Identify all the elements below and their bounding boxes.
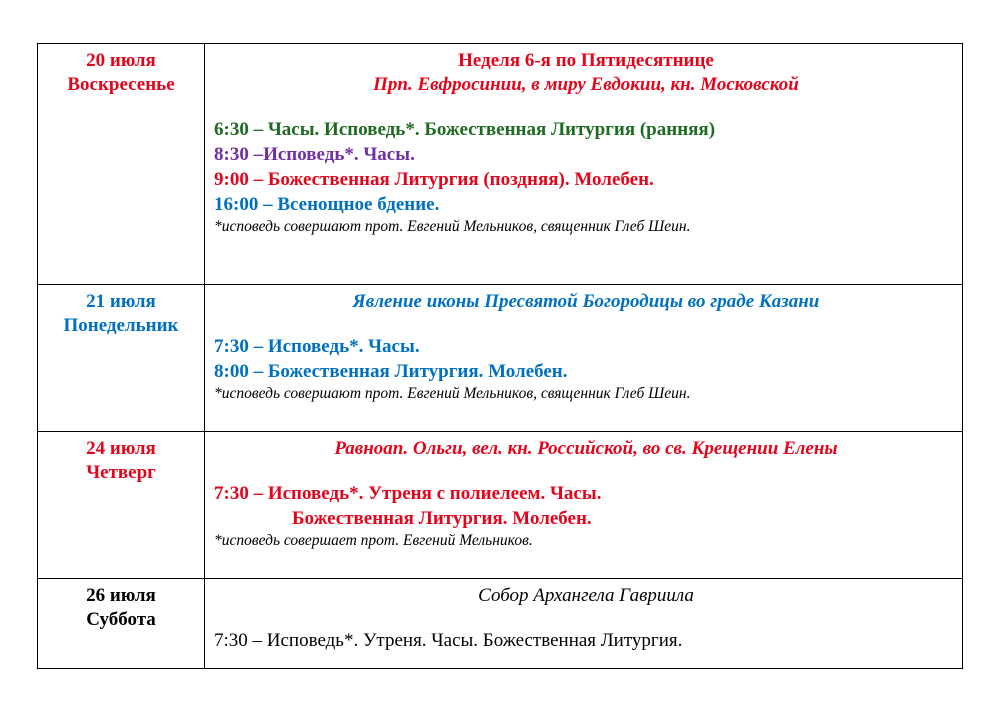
service-line: 7:30 – Исповедь*. Часы. [214,336,420,357]
table-row [38,579,963,669]
feast-title: Неделя 6-я по Пятидесятнице [458,50,714,71]
schedule-table [37,43,963,669]
confession-note: *исповедь совершают прот. Евгений Мельников, священник Глеб Шеин. [214,218,691,235]
service-line: 8:30 –Исповедь*. Часы. [214,144,415,165]
table-row [38,285,963,432]
service-line: 16:00 – Всенощное бдение. [214,194,440,215]
day-weekday: Четверг [86,462,156,483]
table-row [38,44,963,285]
feast-title: Явление иконы Пресвятой Богородицы во граде Казани [352,291,820,312]
day-weekday: Понедельник [63,315,179,336]
service-line: 9:00 – Божественная Литургия (поздняя). Молебен. [214,169,654,190]
saint-title: Прп. Евфросинии, в миру Евдокии, кн. Московской [373,74,799,95]
date-cell [38,44,205,285]
date-cell [38,579,205,669]
day-date: 26 июля [86,585,156,606]
table-row [38,432,963,579]
feast-title: Собор Архангела Гавриила [478,585,694,606]
feast-title: Равноап. Ольги, вел. кн. Российской, во св. Крещении Елены [334,438,838,459]
date-cell [38,285,205,432]
service-line: Божественная Литургия. Молебен. [292,508,592,529]
service-line: 8:00 – Божественная Литургия. Молебен. [214,361,568,382]
event-cell [205,44,963,285]
service-line: 7:30 – Исповедь*. Утреня. Часы. Божественная Литургия. [214,630,683,651]
event-cell [205,432,963,579]
service-line: 6:30 – Часы. Исповедь*. Божественная Литургия (ранняя) [214,119,716,140]
confession-note: *исповедь совершают прот. Евгений Мельников, священник Глеб Шеин. [214,385,691,402]
day-date: 24 июля [86,438,156,459]
confession-note: *исповедь совершает прот. Евгений Мельников. [214,532,533,549]
event-cell [205,285,963,432]
service-line: 7:30 – Исповедь*. Утреня с полиелеем. Часы. [214,483,602,504]
day-weekday: Воскресенье [67,74,175,95]
event-cell [205,579,963,669]
day-date: 20 июля [86,50,156,71]
date-cell [38,432,205,579]
day-weekday: Суббота [86,609,156,630]
day-date: 21 июля [86,291,156,312]
